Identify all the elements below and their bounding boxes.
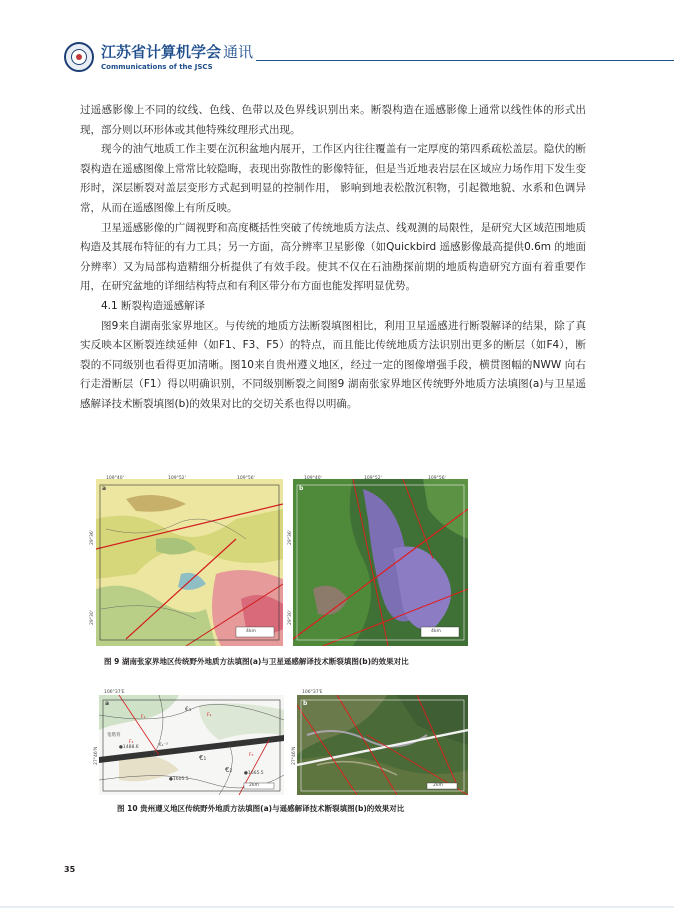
figure10-panel-b-satellite-image (297, 695, 468, 795)
scale-bar-label: 4km (246, 629, 256, 634)
tick-label: 109°52' (168, 476, 186, 481)
figure10-caption: 图 10 贵州遵义地区传统野外地质方法填图(a)与遥感解译技术断裂填图(b)的效果对比 (117, 804, 405, 813)
figure9-panel-b-satellite-image (293, 479, 468, 646)
tick-label: 109°56' (237, 476, 255, 481)
journal-title-main: 江苏省计算机学会 (101, 43, 222, 61)
figure9-caption: 图 9 湖南张家界地区传统野外地质方法填图(a)与卫星遥感解译技术断裂填图(b)的效果对比 (104, 657, 409, 666)
tick-label: 109°40' (304, 476, 322, 481)
panel-label: b (299, 485, 304, 492)
tick-label: 29°30' (90, 610, 95, 625)
tick-label: 29°36' (288, 530, 293, 545)
scale-bar-label: 4km (431, 629, 441, 634)
tick-label: 109°40' (106, 476, 124, 481)
tick-label: 109°52' (364, 476, 382, 481)
map-label: ●1488.6 (119, 745, 139, 750)
journal-subtitle-en: Communications of the JSCS (101, 63, 213, 71)
tick-label: 29°30' (288, 610, 293, 625)
journal-title-sub: 通讯 (223, 43, 254, 61)
map-label: F₂ (207, 713, 212, 718)
map-label: €₁ (199, 754, 207, 762)
map-label: ●1665.5 (244, 771, 264, 776)
paragraph: 过遥感影像上不同的纹线、色线、色带以及色界线识别出来。断裂构造在遥感影像上通常以线性体的形式出现，部分则以环形体或其他特殊纹理形式出现。 (80, 104, 586, 136)
scale-bar-label: 2km (433, 783, 443, 788)
tick-label: 29°36' (90, 530, 95, 545)
tick-label: 106°37'E (302, 690, 323, 695)
map-label: ●1605.5 (169, 777, 189, 782)
map-label: €₁⁻³ (159, 743, 168, 748)
map-label: F₃ (249, 753, 254, 758)
map-label: €₂ (225, 766, 233, 774)
panel-label: a (102, 485, 107, 492)
paragraph: 现今的油气地质工作主要在沉积盆地内展开，工作区内往往覆盖有一定厚度的第四系疏松盖层。隐伏的断裂构造在遥感图像上常常比较隐晦，表现出弥散性的影像特征，但是当近地表岩层在区域应力场作用下发生变形时，深层断裂对盖层变形方式起到明显的控制作用， 影响到地表松散沉积物，引起微地貌、水系和色调异常，从而在遥感图像上有所反映。 (80, 143, 586, 214)
figure10-panel-a-geologic-map (99, 695, 284, 795)
tick-label: 106°37'E (104, 690, 125, 695)
tick-label: 27°46'N (292, 746, 297, 765)
page-header (0, 0, 674, 80)
tick-label: 27°46'N (94, 746, 99, 765)
map-label: F₁ (141, 715, 146, 720)
map-label: F₄ (129, 740, 134, 745)
footer-band (0, 906, 674, 908)
tick-label: 109°56' (428, 476, 446, 481)
article-body (80, 101, 586, 415)
map-label: 宽塔背 (107, 733, 121, 738)
section-heading: 4.1 断裂构造遥感解译 (101, 299, 206, 312)
panel-label: b (303, 700, 308, 707)
paragraph: 图9来自湖南张家界地区。与传统的地质方法断裂填图相比，利用卫星遥感进行断裂解译的结果，除了真实反映本区断裂连续延伸（如F1、F3、F5）的特点，而且能比传统地质方法识别出更多的断层（如F4），断裂的不同级别也看得更加清晰。图10来自贵州遵义地区，经过一定的图像增强手段，横贯图幅的NWW 向右行走滑断层（F1）得以明确识别，不同级别断裂之间图9 湖南张家界地区传统野外地质方法填图(a)与卫星遥感解译技术断裂填图(b)的效果对比的交切关系也得以明确。 (80, 319, 586, 410)
scale-bar-label: 2km (249, 783, 259, 788)
page-number: 35 (64, 865, 76, 874)
paragraph: 卫星遥感影像的广阔视野和高度概括性突破了传统地质方法点、线观测的局限性，是研究大区域范围地质构造及其展布特征的有力工具；另一方面，高分辨率卫星影像（如Quickbird 遥感影像最高提供0.6m 的地面分辨率）又为局部构造精细分析提供了有效手段。使其不仅在石油勘探前期的地质构造研究方面有着重要作用，在研究盆地的详细结构特点和有利区带分布方面也能发挥明显优势。 (80, 221, 586, 293)
journal-title (101, 44, 253, 60)
header-rule (256, 60, 674, 61)
figure9-panel-a-geologic-map (96, 479, 283, 646)
panel-label: a (105, 700, 110, 707)
society-logo-icon (64, 42, 94, 72)
map-label: €₃ (185, 706, 192, 713)
